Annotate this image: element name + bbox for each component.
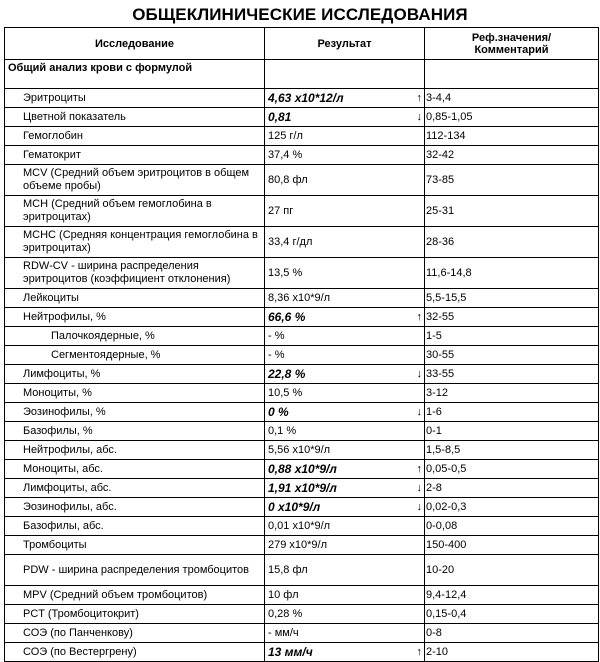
section-row xyxy=(5,60,599,89)
table-row xyxy=(5,196,599,227)
result-cell xyxy=(265,89,425,108)
table-row xyxy=(5,479,599,498)
result-value: 5,56 x10*9/л xyxy=(268,444,331,456)
table-row xyxy=(5,108,599,127)
test-name: Эозинофилы, абс. xyxy=(5,498,265,517)
result-value: 0,01 x10*9/л xyxy=(268,520,331,532)
section-title: Общий анализ крови с формулой xyxy=(5,60,265,89)
reference-range: 3-4,4 xyxy=(425,89,599,108)
result-cell xyxy=(265,498,425,517)
header-ref-line2: Комментарий xyxy=(474,43,549,56)
result-value: 15,8 фл xyxy=(268,564,308,576)
table-row xyxy=(5,422,599,441)
result-cell xyxy=(265,624,425,643)
test-name: Цветной показатель xyxy=(5,108,265,127)
result-cell xyxy=(265,422,425,441)
test-name: PCT (Тромбоцитокрит) xyxy=(5,605,265,624)
test-name: Моноциты, % xyxy=(5,384,265,403)
results-table xyxy=(4,27,599,662)
result-cell xyxy=(265,517,425,536)
table-row xyxy=(5,258,599,289)
table-row xyxy=(5,365,599,384)
test-name: Эозинофилы, % xyxy=(5,403,265,422)
result-value: 10 фл xyxy=(268,589,299,601)
reference-range: 73-85 xyxy=(425,165,599,196)
result-cell xyxy=(265,536,425,555)
test-name: PDW - ширина распределения тромбоцитов xyxy=(5,555,265,586)
arrow-down-icon: ↓ xyxy=(416,501,422,513)
test-name: MCHC (Средняя концентрация гемоглобина в эритроцитах) xyxy=(5,227,265,258)
result-cell xyxy=(265,605,425,624)
table-row xyxy=(5,643,599,662)
result-cell xyxy=(265,441,425,460)
table-row xyxy=(5,403,599,422)
result-value: 66,6 % xyxy=(268,310,306,324)
test-name: Лимфоциты, абс. xyxy=(5,479,265,498)
result-cell xyxy=(265,127,425,146)
table-row xyxy=(5,441,599,460)
test-name: Базофилы, % xyxy=(5,422,265,441)
test-name: Лимфоциты, % xyxy=(5,365,265,384)
reference-range: 0,15-0,4 xyxy=(425,605,599,624)
arrow-down-icon: ↓ xyxy=(416,482,422,494)
table-row xyxy=(5,127,599,146)
table-row xyxy=(5,384,599,403)
reference-range: 30-55 xyxy=(425,346,599,365)
reference-range: 0,02-0,3 xyxy=(425,498,599,517)
reference-range: 1-6 xyxy=(425,403,599,422)
arrow-down-icon: ↓ xyxy=(416,111,422,123)
table-row xyxy=(5,289,599,308)
reference-range: 2-8 xyxy=(425,479,599,498)
result-value: 33,4 г/дл xyxy=(268,236,313,248)
table-row xyxy=(5,165,599,196)
reference-range: 3-12 xyxy=(425,384,599,403)
result-value: 27 пг xyxy=(268,205,294,217)
table-row xyxy=(5,498,599,517)
table-row xyxy=(5,227,599,258)
result-value: 125 г/л xyxy=(268,130,303,142)
result-value: 4,63 x10*12/л xyxy=(268,91,344,105)
test-name: Лейкоциты xyxy=(5,289,265,308)
result-cell xyxy=(265,258,425,289)
result-value: 0,1 % xyxy=(268,425,297,437)
arrow-up-icon: ↑ xyxy=(416,463,422,475)
result-value: 10,5 % xyxy=(268,387,303,399)
test-name: Палочкоядерные, % xyxy=(5,327,265,346)
table-row xyxy=(5,536,599,555)
report-title: ОБЩЕКЛИНИЧЕСКИЕ ИССЛЕДОВАНИЯ xyxy=(132,5,468,24)
header-ref-line1: Реф.значения/ xyxy=(471,31,552,44)
table-row xyxy=(5,346,599,365)
result-value: 0,81 xyxy=(268,110,292,124)
table-row xyxy=(5,327,599,346)
test-name: Тромбоциты xyxy=(5,536,265,555)
reference-range: 1,5-8,5 xyxy=(425,441,599,460)
result-value: 1,91 x10*9/л xyxy=(268,481,337,495)
results-body xyxy=(5,60,599,662)
result-value: 13 мм/ч xyxy=(268,645,313,659)
result-cell xyxy=(265,327,425,346)
result-cell xyxy=(265,165,425,196)
result-value: 22,8 % xyxy=(268,367,306,381)
result-value: - % xyxy=(268,349,285,361)
result-value: 80,8 фл xyxy=(268,174,308,186)
test-name: СОЭ (по Панченкову) xyxy=(5,624,265,643)
table-header-row xyxy=(5,28,599,60)
test-name: Нейтрофилы, абс. xyxy=(5,441,265,460)
reference-range: 32-42 xyxy=(425,146,599,165)
result-cell xyxy=(265,586,425,605)
header-reference xyxy=(425,28,599,60)
reference-range: 25-31 xyxy=(425,196,599,227)
header-result: Результат xyxy=(265,28,425,60)
section-empty-ref xyxy=(425,60,599,89)
reference-range: 0,05-0,5 xyxy=(425,460,599,479)
reference-range: 10-20 xyxy=(425,555,599,586)
result-cell xyxy=(265,108,425,127)
reference-range: 150-400 xyxy=(425,536,599,555)
result-value: 0,28 % xyxy=(268,608,303,620)
test-name: MCV (Средний объем эритроцитов в общем объеме пробы) xyxy=(5,165,265,196)
table-row xyxy=(5,555,599,586)
result-value: 13,5 % xyxy=(268,267,303,279)
reference-range: 0,85-1,05 xyxy=(425,108,599,127)
result-cell xyxy=(265,555,425,586)
test-name: Базофилы, абс. xyxy=(5,517,265,536)
header-test: Исследование xyxy=(5,28,265,60)
table-row xyxy=(5,146,599,165)
arrow-up-icon: ↑ xyxy=(416,92,422,104)
test-name: MPV (Средний объем тромбоцитов) xyxy=(5,586,265,605)
reference-range: 28-36 xyxy=(425,227,599,258)
table-row xyxy=(5,605,599,624)
table-row xyxy=(5,89,599,108)
result-value: 0 x10*9/л xyxy=(268,500,321,514)
reference-range: 0-0,08 xyxy=(425,517,599,536)
result-value: 0 % xyxy=(268,405,289,419)
reference-range: 33-55 xyxy=(425,365,599,384)
result-cell xyxy=(265,289,425,308)
arrow-down-icon: ↓ xyxy=(416,406,422,418)
test-name: Сегментоядерные, % xyxy=(5,346,265,365)
arrow-up-icon: ↑ xyxy=(416,311,422,323)
table-row xyxy=(5,624,599,643)
result-cell xyxy=(265,460,425,479)
table-row xyxy=(5,586,599,605)
reference-range: 11,6-14,8 xyxy=(425,258,599,289)
result-cell xyxy=(265,346,425,365)
test-name: MCH (Средний объем гемоглобина в эритроцитах) xyxy=(5,196,265,227)
reference-range: 5,5-15,5 xyxy=(425,289,599,308)
result-value: 279 x10*9/л xyxy=(268,539,328,551)
result-cell xyxy=(265,403,425,422)
table-row xyxy=(5,460,599,479)
reference-range: 32-55 xyxy=(425,308,599,327)
arrow-down-icon: ↓ xyxy=(416,368,422,380)
test-name: Гемоглобин xyxy=(5,127,265,146)
test-name: Гематокрит xyxy=(5,146,265,165)
test-name: Моноциты, абс. xyxy=(5,460,265,479)
arrow-up-icon: ↑ xyxy=(416,646,422,658)
test-name: СОЭ (по Вестергрену) xyxy=(5,643,265,662)
result-value: 37,4 % xyxy=(268,149,303,161)
table-row xyxy=(5,517,599,536)
result-cell xyxy=(265,227,425,258)
result-cell xyxy=(265,308,425,327)
test-name: Эритроциты xyxy=(5,89,265,108)
result-value: - % xyxy=(268,330,285,342)
reference-range: 1-5 xyxy=(425,327,599,346)
result-value: 0,88 x10*9/л xyxy=(268,462,337,476)
test-name: RDW-CV - ширина распределения эритроцитов (коэффициент отклонения) xyxy=(5,258,265,289)
result-cell xyxy=(265,365,425,384)
result-cell xyxy=(265,643,425,662)
reference-range: 0-1 xyxy=(425,422,599,441)
result-cell xyxy=(265,146,425,165)
reference-range: 9,4-12,4 xyxy=(425,586,599,605)
result-value: 8,36 x10*9/л xyxy=(268,292,331,304)
result-cell xyxy=(265,196,425,227)
result-value: - мм/ч xyxy=(268,627,299,639)
reference-range: 0-8 xyxy=(425,624,599,643)
result-cell xyxy=(265,384,425,403)
result-cell xyxy=(265,479,425,498)
section-empty-result xyxy=(265,60,425,89)
reference-range: 112-134 xyxy=(425,127,599,146)
reference-range: 2-10 xyxy=(425,643,599,662)
test-name: Нейтрофилы, % xyxy=(5,308,265,327)
table-row xyxy=(5,308,599,327)
